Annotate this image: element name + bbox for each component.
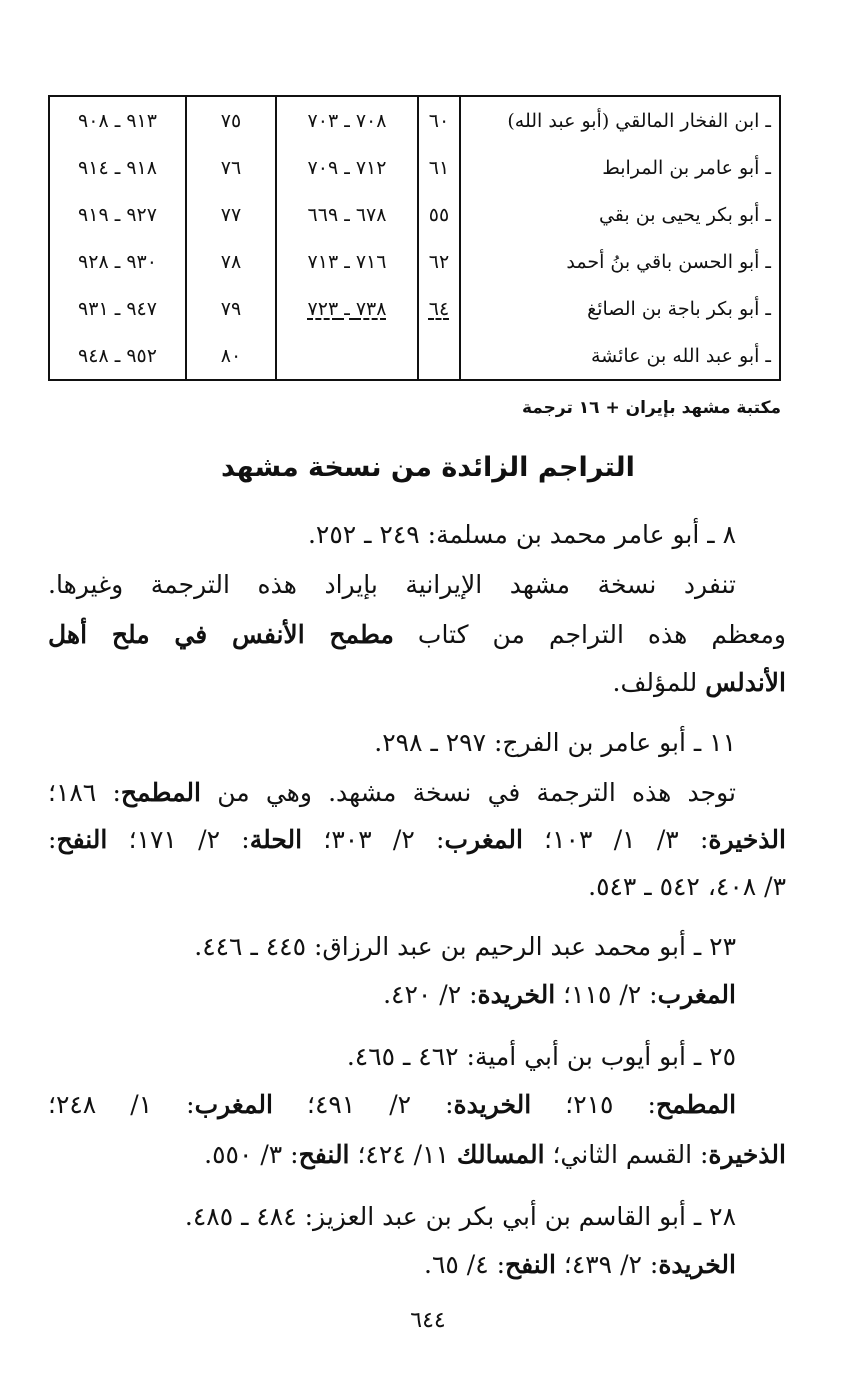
source-ref: : ٣/ ٥٥٠. (204, 1140, 299, 1169)
table-row (49, 144, 780, 191)
name-cell: ـ أبو عامر بن المرابط (460, 144, 780, 191)
page-range-cell: ٩٤٧ ـ ٩٣١ (49, 285, 186, 332)
source-name: النفح (56, 825, 108, 854)
number-cell: ٧٨ (186, 238, 276, 285)
table-row (49, 96, 780, 144)
source-ref: : ٢/ ١١٥؛ (563, 980, 658, 1009)
page-range-cell: ٧٠٨ ـ ٧٠٣ (276, 96, 418, 144)
source-ref: : ٢١٥؛ (565, 1090, 656, 1119)
entry-8-line-1: تنفرد نسخة مشهد الإيرانية بإيراد هذه الترجمة وغيرها. (48, 570, 736, 599)
page-range-cell: ٧١٦ ـ ٧١٣ (276, 238, 418, 285)
entry-11-line-3: ٣/ ٤٠٨، ٥٤٢ ـ ٥٤٣. (588, 872, 786, 901)
page-range-cell: ٧١٢ ـ ٧٠٩ (276, 144, 418, 191)
source-ref: : ٢/ ٣٠٣؛ (323, 825, 445, 854)
source-ref: : ١/ ٢٤٨؛ (48, 1090, 195, 1119)
source-ref: : القسم الثاني؛ (552, 1140, 709, 1169)
number-cell: ٧٧ (186, 191, 276, 238)
entry-8-text: للمؤلف. (612, 668, 698, 697)
entry-23-line-1 (383, 980, 736, 1009)
source-ref: : ١٨٦؛ (48, 778, 121, 807)
page-range-cell: ٩٢٧ ـ ٩١٩ (49, 191, 186, 238)
entry-8-text: ومعظم هذه التراجم من كتاب (417, 620, 786, 649)
entry-11-title: ١١ ـ أبو عامر بن الفرج: ٢٩٧ ـ ٢٩٨. (374, 728, 736, 757)
name-cell: ـ أبو بكر يحيى بن بقي (460, 191, 780, 238)
name-cell: ـ أبو الحسن باقي بنُ أحمد (460, 238, 780, 285)
source-name: الخريدة (453, 1090, 532, 1119)
page-range-cell: ٩١٨ ـ ٩١٤ (49, 144, 186, 191)
number-cell: ٨٠ (186, 332, 276, 380)
source-ref: : (48, 825, 57, 854)
section-heading: التراجم الزائدة من نسخة مشهد (221, 452, 635, 483)
table-row (49, 332, 780, 380)
entry-25-line-1 (48, 1090, 736, 1119)
page-range-cell: ٦٧٨ ـ ٦٦٩ (276, 191, 418, 238)
number-cell: ٧٦ (186, 144, 276, 191)
name-cell: ـ ابن الفخار المالقي (أبو عبد الله) (460, 96, 780, 144)
source-name: المغرب (444, 825, 523, 854)
number-cell: ٦٤ (418, 285, 460, 332)
source-name: الحلة (249, 825, 303, 854)
number-cell: ٦٢ (418, 238, 460, 285)
entry-11-line-2 (48, 825, 786, 854)
index-table-body (49, 96, 780, 380)
table-row (49, 238, 780, 285)
number-cell: ٧٩ (186, 285, 276, 332)
entry-25-title: ٢٥ ـ أبو أيوب بن أبي أمية: ٤٦٢ ـ ٤٦٥. (346, 1042, 736, 1071)
entry-11-text: توجد هذه الترجمة في نسخة مشهد. وهي من (217, 778, 737, 807)
source-ref: : ٤/ ٦٥. (424, 1250, 506, 1279)
name-cell: ـ أبو بكر باجة بن الصائغ (460, 285, 780, 332)
page-range-cell: ٧٣٨ ـ ٧٢٣ (276, 285, 418, 332)
source-name: المسالك (456, 1140, 545, 1169)
source-name: المطمح (120, 778, 201, 807)
page-range-cell: ٩٥٢ ـ ٩٤٨ (49, 332, 186, 380)
name-cell: ـ أبو عبد الله بن عائشة (460, 332, 780, 380)
entry-8-line-2 (48, 620, 786, 649)
entry-11-line-1 (48, 778, 736, 807)
number-cell: ٥٥ (418, 191, 460, 238)
table-row (49, 285, 780, 332)
entry-23-title: ٢٣ ـ أبو محمد عبد الرحيم بن عبد الرزاق: ٤٤٥ ـ ٤٤٦. (194, 932, 736, 961)
table-caption: مكتبة مشهد بإيران + ١٦ ترجمة (521, 398, 781, 418)
book-title: مطمح الأنفس في ملح أهل (48, 620, 394, 649)
page-number: ٦٤٤ (410, 1308, 446, 1333)
source-name: الذخيرة (708, 1140, 786, 1169)
entry-8-title: ٨ ـ أبو عامر محمد بن مسلمة: ٢٤٩ ـ ٢٥٢. (307, 520, 736, 549)
source-name: النفح (505, 1250, 556, 1279)
number-cell (418, 332, 460, 380)
source-name: المغرب (194, 1090, 273, 1119)
entry-25-line-2 (204, 1140, 786, 1169)
source-name: الخريدة (477, 980, 556, 1009)
number-cell: ٦١ (418, 144, 460, 191)
source-name: المغرب (657, 980, 736, 1009)
number-cell: ٦٠ (418, 96, 460, 144)
source-ref: ١١/ ٤٢٤؛ (357, 1140, 449, 1169)
source-ref: : ٢/ ٤٢٠. (383, 980, 478, 1009)
source-name: الذخيرة (708, 825, 786, 854)
number-cell: ٧٥ (186, 96, 276, 144)
table-row (49, 191, 780, 238)
source-ref: : ٢/ ١٧١؛ (128, 825, 250, 854)
book-title: الأندلس (705, 668, 786, 697)
entry-8-line-3 (613, 668, 786, 697)
index-table (48, 95, 781, 381)
source-name: الخريدة (658, 1250, 736, 1279)
page-range-cell: ٩٣٠ ـ ٩٢٨ (49, 238, 186, 285)
source-ref: : ٢/ ٤٩١؛ (306, 1090, 454, 1119)
source-name: المطمح (655, 1090, 737, 1119)
entry-28-title: ٢٨ ـ أبو القاسم بن أبي بكر بن عبد العزيز: ٤٨٤ ـ ٤٨٥. (184, 1202, 736, 1231)
entry-28-line-1 (424, 1250, 736, 1279)
source-name: النفح (298, 1140, 350, 1169)
page-range-cell (276, 332, 418, 380)
source-ref: : ٢/ ٤٣٩؛ (563, 1250, 659, 1279)
page-range-cell: ٩١٣ ـ ٩٠٨ (49, 96, 186, 144)
source-ref: : ٣/ ١/ ١٠٣؛ (544, 825, 709, 854)
